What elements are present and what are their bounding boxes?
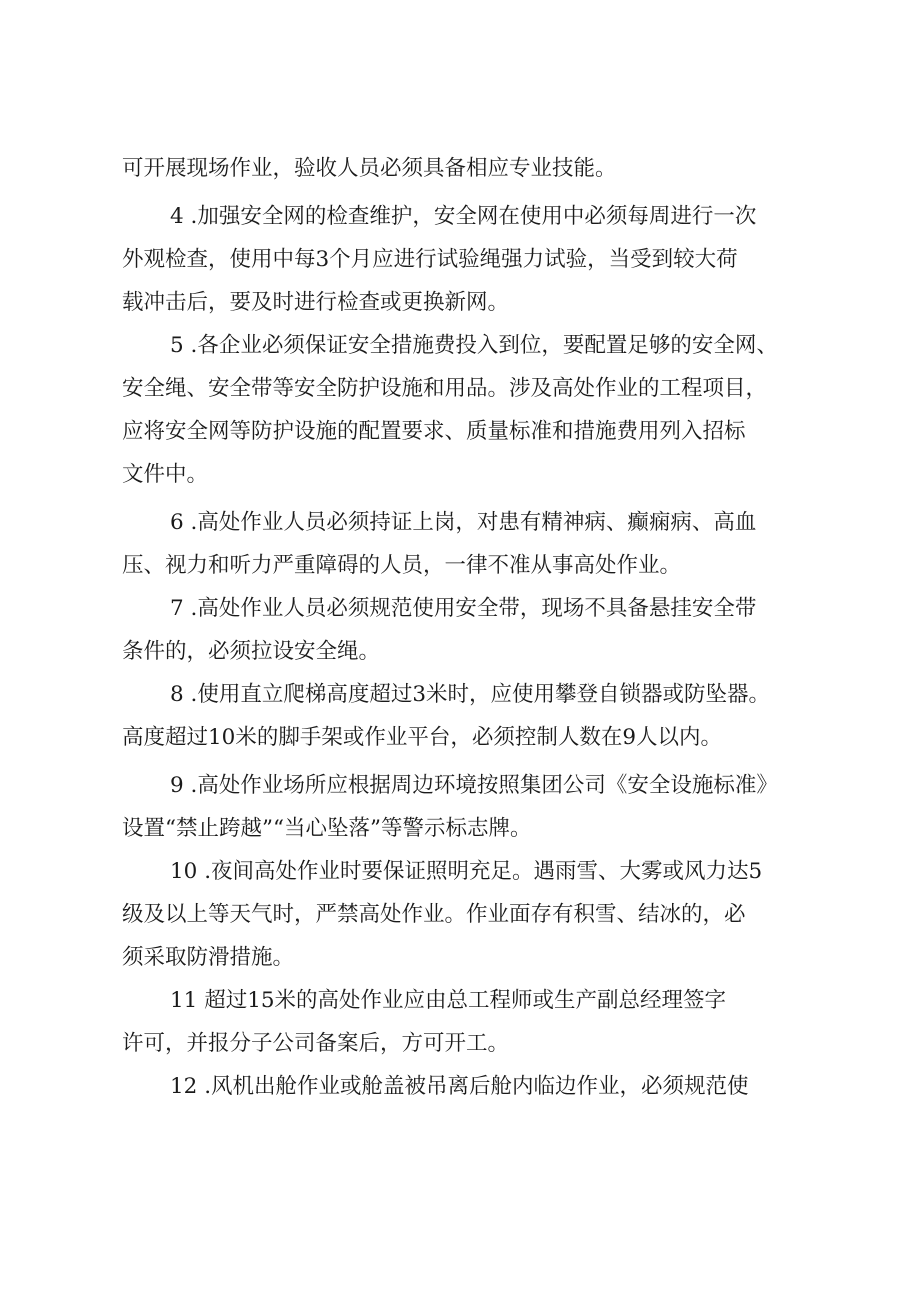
text-line: 级及以上等天气时，严禁高处作业。作业面存有积雪、结冰的，必 [122, 902, 746, 927]
text-line: 8 .使用直立爬梯高度超过3米时，应使用攀登自锁器或防坠器。 [170, 682, 771, 707]
text-line: 6 .高处作业人员必须持证上岗，对患有精神病、癫痫病、高血 [170, 510, 757, 535]
text-line: 应将安全网等防护设施的配置要求、质量标准和措施费用列入招标 [122, 419, 746, 444]
text-line: 12 .风机出舱作业或舱盖被吊离后舱内临边作业，必须规范使 [170, 1074, 749, 1099]
text-line: 条件的，必须拉设安全绳。 [122, 639, 381, 664]
text-line: 文件中。 [122, 462, 209, 487]
text-line: 安全绳、安全带等安全防护设施和用品。涉及高处作业的工程项目， [122, 376, 768, 401]
text-line: 设置“禁止跨越”“当心坠落”等警示标志牌。 [122, 816, 532, 841]
text-line: 高度超过10米的脚手架或作业平台，必须控制人数在9人以内。 [122, 725, 723, 750]
text-line: 7 .高处作业人员必须规范使用安全带，现场不具备悬挂安全带 [170, 596, 757, 621]
text-line: 10 .夜间高处作业时要保证照明充足。遇雨雪、大雾或风力达5 [170, 859, 763, 884]
text-line: 5 .各企业必须保证安全措施费投入到位，要配置足够的安全网、 [170, 333, 778, 358]
text-line: 须采取防滑措施。 [122, 945, 295, 970]
text-line: 可开展现场作业，验收人员必须具备相应专业技能。 [122, 156, 617, 181]
text-line: 4 .加强安全网的检查维护，安全网在使用中必须每周进行一次 [170, 204, 757, 229]
text-line: 9 .高处作业场所应根据周边环境按照集团公司《安全设施标准》 [170, 773, 778, 798]
text-line: 压、视力和听力严重障碍的人员，一律不准从事高处作业。 [122, 553, 682, 578]
text-line: 外观检查，使用中每3个月应进行试验绳强力试验，当受到较大荷 [122, 247, 738, 272]
text-line: 11 超过15米的高处作业应由总工程师或生产副总经理签字 [170, 988, 727, 1013]
text-line: 载冲击后，要及时进行检查或更换新网。 [122, 290, 510, 315]
text-line: 许可，并报分子公司备案后，方可开工。 [122, 1031, 510, 1056]
